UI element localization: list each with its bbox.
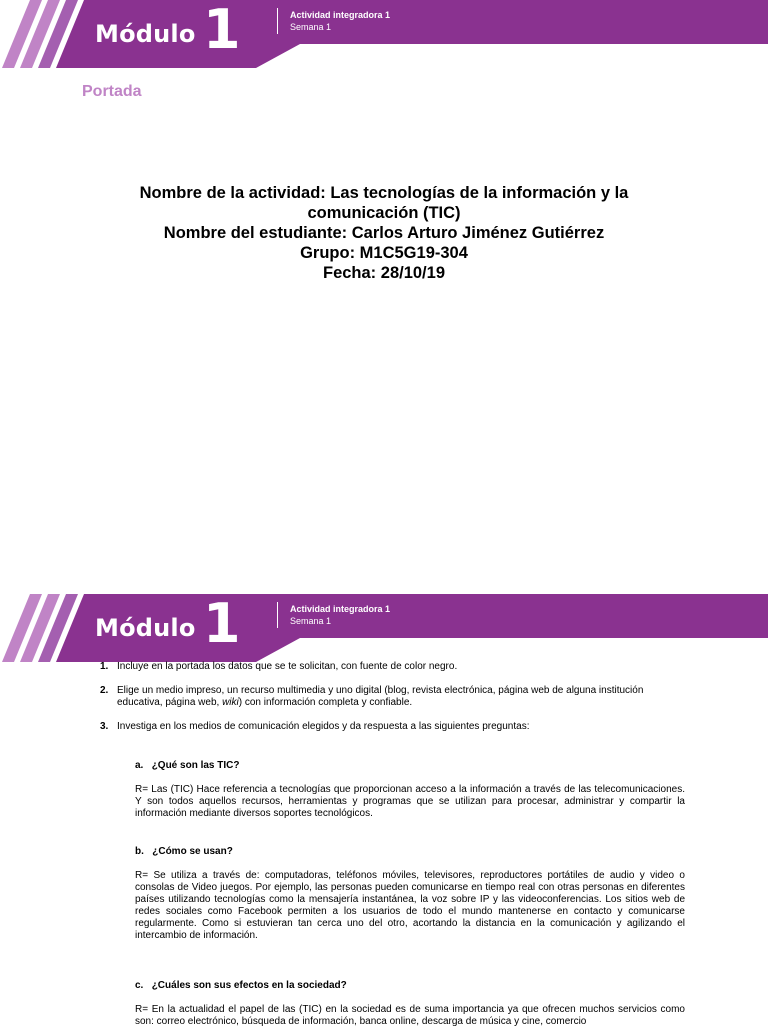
module-label: Módulo xyxy=(95,20,196,48)
question-b xyxy=(135,846,685,942)
question-heading xyxy=(135,760,685,772)
question-letter: a. xyxy=(135,760,144,771)
instruction-italic-term: wiki xyxy=(222,697,239,708)
instruction-item xyxy=(100,685,685,709)
header-banner-page2 xyxy=(0,594,768,669)
cover-line-group: Grupo: M1C5G19-304 xyxy=(300,244,468,262)
header-divider xyxy=(277,602,278,628)
header-banner xyxy=(0,0,768,75)
question-c xyxy=(135,980,685,1028)
activity-title: Actividad integradora 1 xyxy=(290,604,391,614)
header-divider xyxy=(277,8,278,34)
instruction-text-end: ) con información completa y confiable. xyxy=(238,697,413,708)
question-letter: b. xyxy=(135,846,144,857)
cover-line-activity: Nombre de la actividad: Las tecnologías de la información y la xyxy=(139,184,629,202)
module-number: 1 xyxy=(203,0,241,61)
question-text: ¿Qué son las TIC? xyxy=(151,760,240,771)
instruction-number: 2. xyxy=(100,685,109,696)
question-text: ¿Cómo se usan? xyxy=(152,846,233,857)
activity-title: Actividad integradora 1 xyxy=(290,10,391,20)
instruction-text: Elige un medio impreso, un recurso multimedia y uno digital (blog, revista electrónica, página web de alguna institución educativa, página web, xyxy=(117,685,644,708)
instructions-list xyxy=(100,661,685,745)
cover-line-activity-cont: comunicación (TIC) xyxy=(307,204,461,222)
activity-week: Semana 1 xyxy=(290,616,332,626)
module-number: 1 xyxy=(203,592,241,655)
module-label: Módulo xyxy=(95,614,196,642)
instruction-text: Incluye en la portada los datos que se te solicitan, con fuente de color negro. xyxy=(117,661,458,672)
instruction-item xyxy=(100,661,685,673)
section-label-portada: Portada xyxy=(82,83,142,100)
question-letter: c. xyxy=(135,980,144,991)
cover-block xyxy=(100,183,668,283)
instruction-text: Investiga en los medios de comunicación elegidos y da respuesta a las siguientes preguntas: xyxy=(117,721,530,732)
question-a xyxy=(135,760,685,820)
instruction-number: 1. xyxy=(100,661,109,672)
question-heading xyxy=(135,846,685,858)
instruction-item xyxy=(100,721,685,733)
activity-week: Semana 1 xyxy=(290,22,332,32)
instruction-number: 3. xyxy=(100,721,109,732)
question-heading xyxy=(135,980,685,992)
cover-line-student: Nombre del estudiante: Carlos Arturo Jiménez Gutiérrez xyxy=(163,224,605,242)
cover-line-date: Fecha: 28/10/19 xyxy=(323,264,445,282)
answer-text: R= Las (TIC) Hace referencia a tecnologías que proporcionan acceso a la información a través de las telecomunicaciones. Y son todos aquellos recursos, herramientas y programas que se utilizan para procesar, administrar y compartir la información mediante diversos soportes tecnológicos. xyxy=(135,784,685,819)
question-text: ¿Cuáles son sus efectos en la sociedad? xyxy=(151,980,347,991)
answer-text: R= Se utiliza a través de: computadoras, teléfonos móviles, televisores, reproductores portátiles de audio y video o consolas de Video juegos. Por ejemplo, las personas pueden comunicarse en tiempo real con otras personas en diferentes países utilizando tecnologías como la mensajería instantánea, la voz sobre IP y las videoconferencias. Los sitios web de redes sociales como Facebook permiten a los usuarios de todo el mundo mantenerse en contacto y comunicarse regularmente. Como si estuvieran tan cerca uno del otro, acortando la distancia en la comunicación y agilizando el intercambio de información. xyxy=(135,870,685,941)
answer-text: R= En la actualidad el papel de las (TIC) en la sociedad es de suma importancia ya que ofrecen muchos servicios como son: correo electrónico, búsqueda de información, banca online, descarga de música y cine, comercio xyxy=(135,1004,685,1027)
